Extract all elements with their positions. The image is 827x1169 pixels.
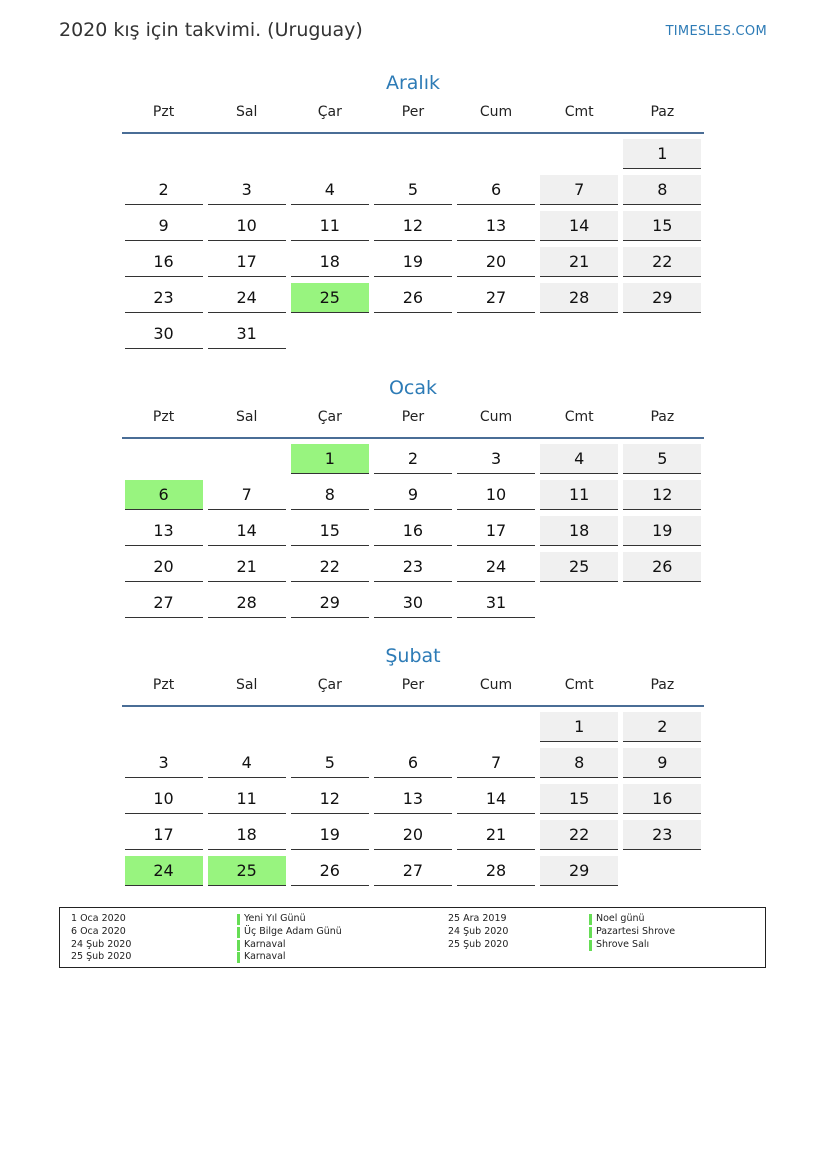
empty-day-cell xyxy=(291,712,369,742)
day-cell: 2 xyxy=(374,444,452,474)
empty-day-cell xyxy=(208,139,286,169)
empty-day-cell xyxy=(125,712,203,742)
weekday-label: Çar xyxy=(317,677,342,693)
day-cell: 29 xyxy=(291,588,369,618)
day-cell: 21 xyxy=(457,820,535,850)
weekend-day-cell: 26 xyxy=(623,552,701,582)
empty-day-cell xyxy=(623,856,701,886)
header-divider xyxy=(122,437,704,439)
legend-holiday-name: Yeni Yıl Günü xyxy=(237,913,342,926)
month-title: Ocak xyxy=(388,377,438,399)
day-cell: 10 xyxy=(208,211,286,241)
weekend-day-cell: 22 xyxy=(623,247,701,277)
weekend-day-cell: 28 xyxy=(540,283,618,313)
day-cell: 20 xyxy=(457,247,535,277)
day-cell: 13 xyxy=(374,784,452,814)
weekend-day-cell: 19 xyxy=(623,516,701,546)
week-row xyxy=(122,856,704,892)
weekend-day-cell: 5 xyxy=(623,444,701,474)
empty-day-cell xyxy=(291,319,369,349)
empty-day-cell xyxy=(208,712,286,742)
day-cell: 30 xyxy=(125,319,203,349)
weekend-day-cell: 8 xyxy=(623,175,701,205)
day-cell: 10 xyxy=(457,480,535,510)
day-cell: 3 xyxy=(208,175,286,205)
day-cell: 28 xyxy=(208,588,286,618)
weekend-day-cell: 1 xyxy=(540,712,618,742)
holiday-legend xyxy=(59,907,766,968)
weekend-day-cell: 23 xyxy=(623,820,701,850)
week-row xyxy=(122,712,704,748)
weekend-day-cell: 7 xyxy=(540,175,618,205)
week-row xyxy=(122,820,704,856)
week-row xyxy=(122,588,704,624)
weekend-day-cell: 21 xyxy=(540,247,618,277)
day-cell: 21 xyxy=(208,552,286,582)
legend-left-names xyxy=(237,913,342,964)
week-row xyxy=(122,283,704,319)
legend-right-names xyxy=(589,913,675,951)
week-row xyxy=(122,211,704,247)
weekday-label: Paz xyxy=(650,677,675,693)
weekend-day-cell: 14 xyxy=(540,211,618,241)
day-cell: 31 xyxy=(208,319,286,349)
weekday-label: Cum xyxy=(479,677,513,693)
day-cell: 17 xyxy=(457,516,535,546)
week-row xyxy=(122,319,704,355)
weekend-day-cell: 16 xyxy=(623,784,701,814)
day-cell: 11 xyxy=(208,784,286,814)
legend-holiday-name: Karnaval xyxy=(237,951,342,964)
weekday-label: Cmt xyxy=(564,677,594,693)
legend-date: 25 Şub 2020 xyxy=(448,938,509,950)
holiday-day-cell: 1 xyxy=(291,444,369,474)
weekday-label: Cum xyxy=(479,104,513,120)
day-cell: 13 xyxy=(457,211,535,241)
legend-date: 6 Oca 2020 xyxy=(71,925,126,937)
weekend-day-cell: 15 xyxy=(540,784,618,814)
empty-day-cell xyxy=(291,139,369,169)
empty-day-cell xyxy=(540,319,618,349)
legend-date: 24 Şub 2020 xyxy=(71,938,132,950)
weekend-day-cell: 25 xyxy=(540,552,618,582)
month-december xyxy=(122,70,704,355)
day-cell: 4 xyxy=(208,748,286,778)
legend-holiday-name: Karnaval xyxy=(237,939,342,952)
day-cell: 24 xyxy=(208,283,286,313)
empty-day-cell xyxy=(208,444,286,474)
day-cell: 31 xyxy=(457,588,535,618)
day-cell: 3 xyxy=(125,748,203,778)
day-cell: 9 xyxy=(125,211,203,241)
day-cell: 11 xyxy=(291,211,369,241)
weekday-label: Sal xyxy=(236,104,258,120)
weekend-day-cell: 15 xyxy=(623,211,701,241)
weekday-header xyxy=(122,409,704,429)
weekend-day-cell: 4 xyxy=(540,444,618,474)
day-cell: 20 xyxy=(374,820,452,850)
day-cell: 4 xyxy=(291,175,369,205)
legend-holiday-name: Noel günü xyxy=(589,913,675,926)
empty-day-cell xyxy=(374,139,452,169)
day-cell: 18 xyxy=(208,820,286,850)
day-cell: 18 xyxy=(291,247,369,277)
day-cell: 27 xyxy=(125,588,203,618)
week-row xyxy=(122,784,704,820)
empty-day-cell xyxy=(623,319,701,349)
day-cell: 28 xyxy=(457,856,535,886)
holiday-day-cell: 6 xyxy=(125,480,203,510)
weekday-label: Pzt xyxy=(152,104,175,120)
day-cell: 19 xyxy=(291,820,369,850)
weekday-label: Çar xyxy=(317,104,342,120)
day-cell: 15 xyxy=(291,516,369,546)
day-cell: 12 xyxy=(374,211,452,241)
week-row xyxy=(122,444,704,480)
weekday-header xyxy=(122,104,704,124)
holiday-day-cell: 25 xyxy=(208,856,286,886)
day-cell: 7 xyxy=(208,480,286,510)
month-january xyxy=(122,375,704,624)
day-cell: 10 xyxy=(125,784,203,814)
day-cell: 22 xyxy=(291,552,369,582)
weekday-label: Sal xyxy=(236,677,258,693)
day-cell: 3 xyxy=(457,444,535,474)
day-cell: 6 xyxy=(457,175,535,205)
header-divider xyxy=(122,132,704,134)
weekday-label: Çar xyxy=(317,409,342,425)
day-cell: 20 xyxy=(125,552,203,582)
weekend-day-cell: 12 xyxy=(623,480,701,510)
weekday-label: Per xyxy=(401,409,425,425)
weekday-label: Paz xyxy=(650,104,675,120)
header-divider xyxy=(122,705,704,707)
empty-day-cell xyxy=(623,588,701,618)
week-row xyxy=(122,247,704,283)
day-grid xyxy=(122,712,704,892)
legend-holiday-name: Pazartesi Shrove xyxy=(589,926,675,939)
week-row xyxy=(122,175,704,211)
day-cell: 16 xyxy=(125,247,203,277)
legend-date: 1 Oca 2020 xyxy=(71,913,126,924)
empty-day-cell xyxy=(374,319,452,349)
day-cell: 23 xyxy=(125,283,203,313)
day-cell: 9 xyxy=(374,480,452,510)
day-cell: 14 xyxy=(457,784,535,814)
weekday-label: Per xyxy=(401,677,425,693)
day-cell: 19 xyxy=(374,247,452,277)
day-cell: 6 xyxy=(374,748,452,778)
weekend-day-cell: 9 xyxy=(623,748,701,778)
day-cell: 26 xyxy=(374,283,452,313)
weekend-day-cell: 29 xyxy=(623,283,701,313)
holiday-day-cell: 25 xyxy=(291,283,369,313)
day-cell: 8 xyxy=(291,480,369,510)
day-cell: 7 xyxy=(457,748,535,778)
day-cell: 12 xyxy=(291,784,369,814)
weekend-day-cell: 8 xyxy=(540,748,618,778)
weekday-label: Cum xyxy=(479,409,513,425)
day-grid xyxy=(122,139,704,355)
weekday-label: Sal xyxy=(236,409,258,425)
day-cell: 27 xyxy=(374,856,452,886)
day-grid xyxy=(122,444,704,624)
week-row xyxy=(122,139,704,175)
empty-day-cell xyxy=(125,444,203,474)
legend-right-dates xyxy=(448,913,508,951)
day-cell: 27 xyxy=(457,283,535,313)
weekend-day-cell: 29 xyxy=(540,856,618,886)
weekday-label: Per xyxy=(401,104,425,120)
weekend-day-cell: 22 xyxy=(540,820,618,850)
month-title: Şubat xyxy=(385,645,441,667)
day-cell: 17 xyxy=(208,247,286,277)
page-title: 2020 kış için takvimi. (Uruguay) xyxy=(59,19,363,41)
day-cell: 5 xyxy=(291,748,369,778)
weekday-label: Pzt xyxy=(152,677,175,693)
week-row xyxy=(122,516,704,552)
legend-left-dates xyxy=(71,913,131,964)
day-cell: 24 xyxy=(457,552,535,582)
day-cell: 14 xyxy=(208,516,286,546)
month-february xyxy=(122,643,704,892)
empty-day-cell xyxy=(457,712,535,742)
empty-day-cell xyxy=(540,588,618,618)
weekend-day-cell: 11 xyxy=(540,480,618,510)
day-cell: 2 xyxy=(125,175,203,205)
week-row xyxy=(122,748,704,784)
weekend-day-cell: 18 xyxy=(540,516,618,546)
week-row xyxy=(122,552,704,588)
day-cell: 30 xyxy=(374,588,452,618)
empty-day-cell xyxy=(374,712,452,742)
weekend-day-cell: 2 xyxy=(623,712,701,742)
empty-day-cell xyxy=(125,139,203,169)
day-cell: 23 xyxy=(374,552,452,582)
legend-date: 25 Ara 2019 xyxy=(448,913,507,924)
day-cell: 5 xyxy=(374,175,452,205)
holiday-day-cell: 24 xyxy=(125,856,203,886)
week-row xyxy=(122,480,704,516)
legend-holiday-name: Üç Bilge Adam Günü xyxy=(237,926,342,939)
weekday-header xyxy=(122,677,704,697)
weekend-day-cell: 1 xyxy=(623,139,701,169)
weekday-label: Paz xyxy=(650,409,675,425)
weekday-label: Cmt xyxy=(564,104,594,120)
day-cell: 16 xyxy=(374,516,452,546)
weekday-label: Pzt xyxy=(152,409,175,425)
weekday-label: Cmt xyxy=(564,409,594,425)
month-title: Aralık xyxy=(385,72,440,94)
empty-day-cell xyxy=(457,139,535,169)
legend-holiday-name: Shrove Salı xyxy=(589,939,675,952)
day-cell: 13 xyxy=(125,516,203,546)
day-cell: 26 xyxy=(291,856,369,886)
legend-date: 24 Şub 2020 xyxy=(448,925,509,937)
brand-link[interactable]: TIMESLES.COM xyxy=(665,24,767,39)
day-cell: 17 xyxy=(125,820,203,850)
empty-day-cell xyxy=(457,319,535,349)
legend-date: 25 Şub 2020 xyxy=(71,951,132,963)
empty-day-cell xyxy=(540,139,618,169)
